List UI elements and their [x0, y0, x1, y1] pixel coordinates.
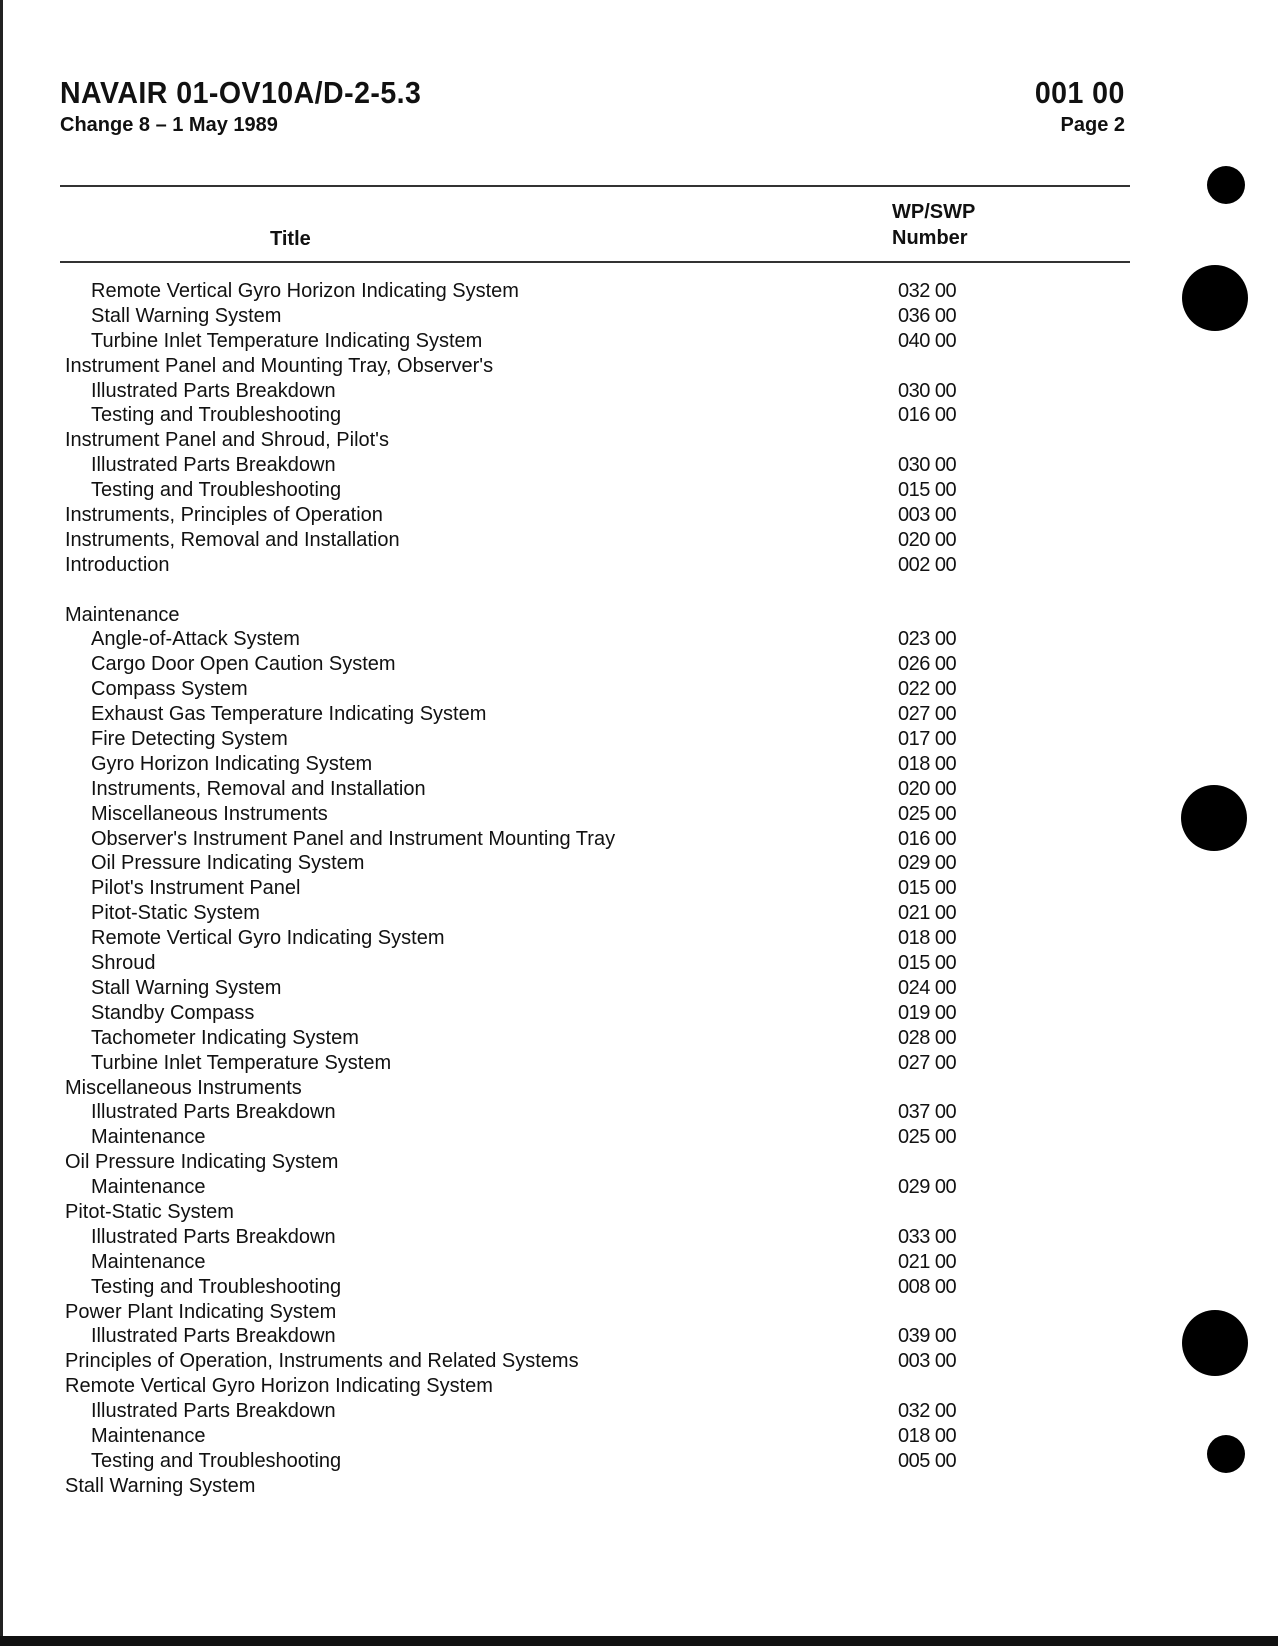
row-title: Instruments, Principles of Operation — [65, 504, 383, 527]
row-title: Fire Detecting System — [91, 728, 288, 751]
row-number: 015 00 — [898, 877, 957, 900]
table-row — [0, 1026, 1278, 1051]
row-title: Oil Pressure Indicating System — [65, 1151, 339, 1174]
row-title: Gyro Horizon Indicating System — [91, 752, 373, 775]
row-title: Illustrated Parts Breakdown — [91, 454, 336, 477]
row-title: Principles of Operation, Instruments and Related Systems — [65, 1350, 579, 1373]
row-number: 019 00 — [898, 1001, 957, 1024]
change-date: Change 8 – 1 May 1989 — [60, 114, 278, 136]
row-number: 030 00 — [898, 454, 957, 477]
row-title: Pilot's Instrument Panel — [91, 877, 301, 900]
row-title: Instrument Panel and Mounting Tray, Observer's — [65, 354, 494, 377]
row-title: Remote Vertical Gyro Horizon Indicating System — [91, 280, 519, 302]
row-number: 020 00 — [898, 777, 957, 800]
table-row — [0, 976, 1278, 1001]
row-title: Maintenance — [65, 603, 180, 626]
table-row — [0, 752, 1278, 777]
table-row — [0, 1449, 1278, 1474]
table-row — [0, 652, 1278, 677]
row-title: Instruments, Removal and Installation — [91, 777, 426, 800]
row-number: 023 00 — [898, 628, 957, 651]
top-rule — [60, 185, 1130, 187]
table-row — [0, 1349, 1278, 1374]
row-number: 022 00 — [898, 678, 957, 701]
table-row — [0, 1250, 1278, 1275]
page-number: Page 2 — [1060, 114, 1125, 136]
row-title: Shroud — [91, 952, 156, 975]
row-title: Testing and Troubleshooting — [91, 479, 342, 502]
row-title: Angle-of-Attack System — [91, 628, 300, 651]
table-row — [0, 677, 1278, 702]
table-row — [0, 603, 1278, 628]
row-title: Testing and Troubleshooting — [91, 1449, 342, 1472]
binder-hole — [1207, 1435, 1245, 1473]
row-title: Turbine Inlet Temperature System — [91, 1051, 392, 1074]
binder-hole — [1207, 166, 1245, 204]
column-header-number-line2: Number — [892, 227, 968, 249]
binder-hole — [1182, 1310, 1248, 1376]
table-row — [0, 453, 1278, 478]
row-number: 024 00 — [898, 976, 957, 999]
table-row — [0, 354, 1278, 379]
row-title: Maintenance — [91, 1424, 206, 1447]
row-number: 040 00 — [898, 329, 957, 352]
index-table — [0, 279, 1278, 1499]
row-number: 033 00 — [898, 1225, 957, 1248]
row-title: Observer's Instrument Panel and Instrument Mounting Tray — [91, 827, 616, 850]
table-row — [0, 553, 1278, 578]
table-row — [0, 379, 1278, 404]
table-row — [0, 503, 1278, 528]
table-row — [0, 1399, 1278, 1424]
row-number: 025 00 — [898, 1126, 957, 1149]
row-title: Stall Warning System — [65, 1474, 256, 1497]
column-header-number — [892, 199, 975, 251]
table-row — [0, 1076, 1278, 1101]
row-number: 003 00 — [898, 504, 957, 527]
table-row — [0, 578, 1278, 603]
row-title: Stall Warning System — [91, 304, 282, 327]
row-number: 016 00 — [898, 827, 957, 850]
row-title: Maintenance — [91, 1176, 206, 1199]
table-row — [0, 777, 1278, 802]
row-number: 025 00 — [898, 802, 957, 825]
table-row — [0, 1200, 1278, 1225]
row-number: 021 00 — [898, 1250, 957, 1273]
column-header-title: Title — [270, 228, 311, 250]
table-row — [0, 1150, 1278, 1175]
header-left — [60, 76, 453, 138]
document-number: NAVAIR 01-OV10A/D-2-5.3 — [60, 75, 422, 110]
row-title: Remote Vertical Gyro Horizon Indicating System — [65, 1375, 493, 1398]
row-number: 036 00 — [898, 304, 957, 327]
table-row — [0, 851, 1278, 876]
column-header-number-line1: WP/SWP — [892, 201, 976, 223]
row-title: Testing and Troubleshooting — [91, 1275, 342, 1298]
table-row — [0, 304, 1278, 329]
row-number: 021 00 — [898, 902, 957, 925]
row-title: Tachometer Indicating System — [91, 1026, 359, 1049]
table-row — [0, 1474, 1278, 1499]
row-title: Introduction — [65, 553, 170, 576]
table-row — [0, 901, 1278, 926]
table-row — [0, 1424, 1278, 1449]
row-title: Pitot-Static System — [91, 902, 260, 925]
row-title: Miscellaneous Instruments — [65, 1076, 302, 1099]
table-row — [0, 1175, 1278, 1200]
row-title: Cargo Door Open Caution System — [91, 653, 396, 676]
row-number: 016 00 — [898, 404, 957, 427]
table-row — [0, 802, 1278, 827]
header-rule — [60, 261, 1130, 263]
row-title: Pitot-Static System — [65, 1200, 234, 1223]
row-title: Oil Pressure Indicating System — [91, 852, 365, 875]
table-row — [0, 1125, 1278, 1150]
row-number: 028 00 — [898, 1026, 957, 1049]
row-number: 037 00 — [898, 1101, 957, 1124]
table-row — [0, 428, 1278, 453]
row-number: 032 00 — [898, 280, 957, 302]
row-title: Turbine Inlet Temperature Indicating System — [91, 329, 483, 352]
row-title: Illustrated Parts Breakdown — [91, 1325, 336, 1348]
table-row — [0, 329, 1278, 354]
row-title: Illustrated Parts Breakdown — [91, 379, 336, 402]
table-row — [0, 1324, 1278, 1349]
table-row — [0, 478, 1278, 503]
table-row — [0, 1275, 1278, 1300]
table-row — [0, 1051, 1278, 1076]
row-number: 030 00 — [898, 379, 957, 402]
binder-hole — [1181, 785, 1247, 851]
row-number: 018 00 — [898, 752, 957, 775]
work-package-number: 001 00 — [1034, 75, 1125, 110]
table-row — [0, 827, 1278, 852]
row-number: 027 00 — [898, 703, 957, 726]
row-title: Instrument Panel and Shroud, Pilot's — [65, 429, 390, 452]
row-number: 027 00 — [898, 1051, 957, 1074]
row-title: Illustrated Parts Breakdown — [91, 1400, 336, 1423]
row-number: 018 00 — [898, 927, 957, 950]
table-row — [0, 876, 1278, 901]
table-row — [0, 702, 1278, 727]
row-number: 020 00 — [898, 528, 957, 551]
row-title: Maintenance — [91, 1250, 206, 1273]
row-title: Standby Compass — [91, 1001, 255, 1024]
table-row — [0, 926, 1278, 951]
row-number: 018 00 — [898, 1424, 957, 1447]
row-number: 039 00 — [898, 1325, 957, 1348]
row-title: Power Plant Indicating System — [65, 1300, 337, 1323]
row-title: Remote Vertical Gyro Indicating System — [91, 927, 445, 950]
row-title: Instruments, Removal and Installation — [65, 528, 400, 551]
row-title: Testing and Troubleshooting — [91, 404, 342, 427]
row-number: 029 00 — [898, 1176, 957, 1199]
table-row — [0, 951, 1278, 976]
row-title: Exhaust Gas Temperature Indicating System — [91, 703, 487, 726]
table-row — [0, 1001, 1278, 1026]
row-number: 015 00 — [898, 952, 957, 975]
table-row — [0, 528, 1278, 553]
table-row — [0, 1100, 1278, 1125]
row-number: 008 00 — [898, 1275, 957, 1298]
row-number: 005 00 — [898, 1449, 957, 1472]
page-bottom-edge — [0, 1636, 1278, 1646]
table-row — [0, 279, 1278, 304]
table-row — [0, 1374, 1278, 1399]
row-number: 015 00 — [898, 479, 957, 502]
table-row — [0, 627, 1278, 652]
row-title: Illustrated Parts Breakdown — [91, 1101, 336, 1124]
row-number: 026 00 — [898, 653, 957, 676]
table-row — [0, 1225, 1278, 1250]
row-title: Stall Warning System — [91, 976, 282, 999]
row-title: Miscellaneous Instruments — [91, 802, 328, 825]
row-number: 029 00 — [898, 852, 957, 875]
table-row — [0, 1300, 1278, 1325]
row-number: 003 00 — [898, 1350, 957, 1373]
row-title: Illustrated Parts Breakdown — [91, 1225, 336, 1248]
binder-hole — [1182, 265, 1248, 331]
table-row — [0, 403, 1278, 428]
row-number: 002 00 — [898, 553, 957, 576]
header-right — [1027, 76, 1125, 138]
row-title: Maintenance — [91, 1126, 206, 1149]
table-row — [0, 727, 1278, 752]
row-title: Compass System — [91, 678, 248, 701]
row-number: 017 00 — [898, 728, 957, 751]
row-number: 032 00 — [898, 1400, 957, 1423]
